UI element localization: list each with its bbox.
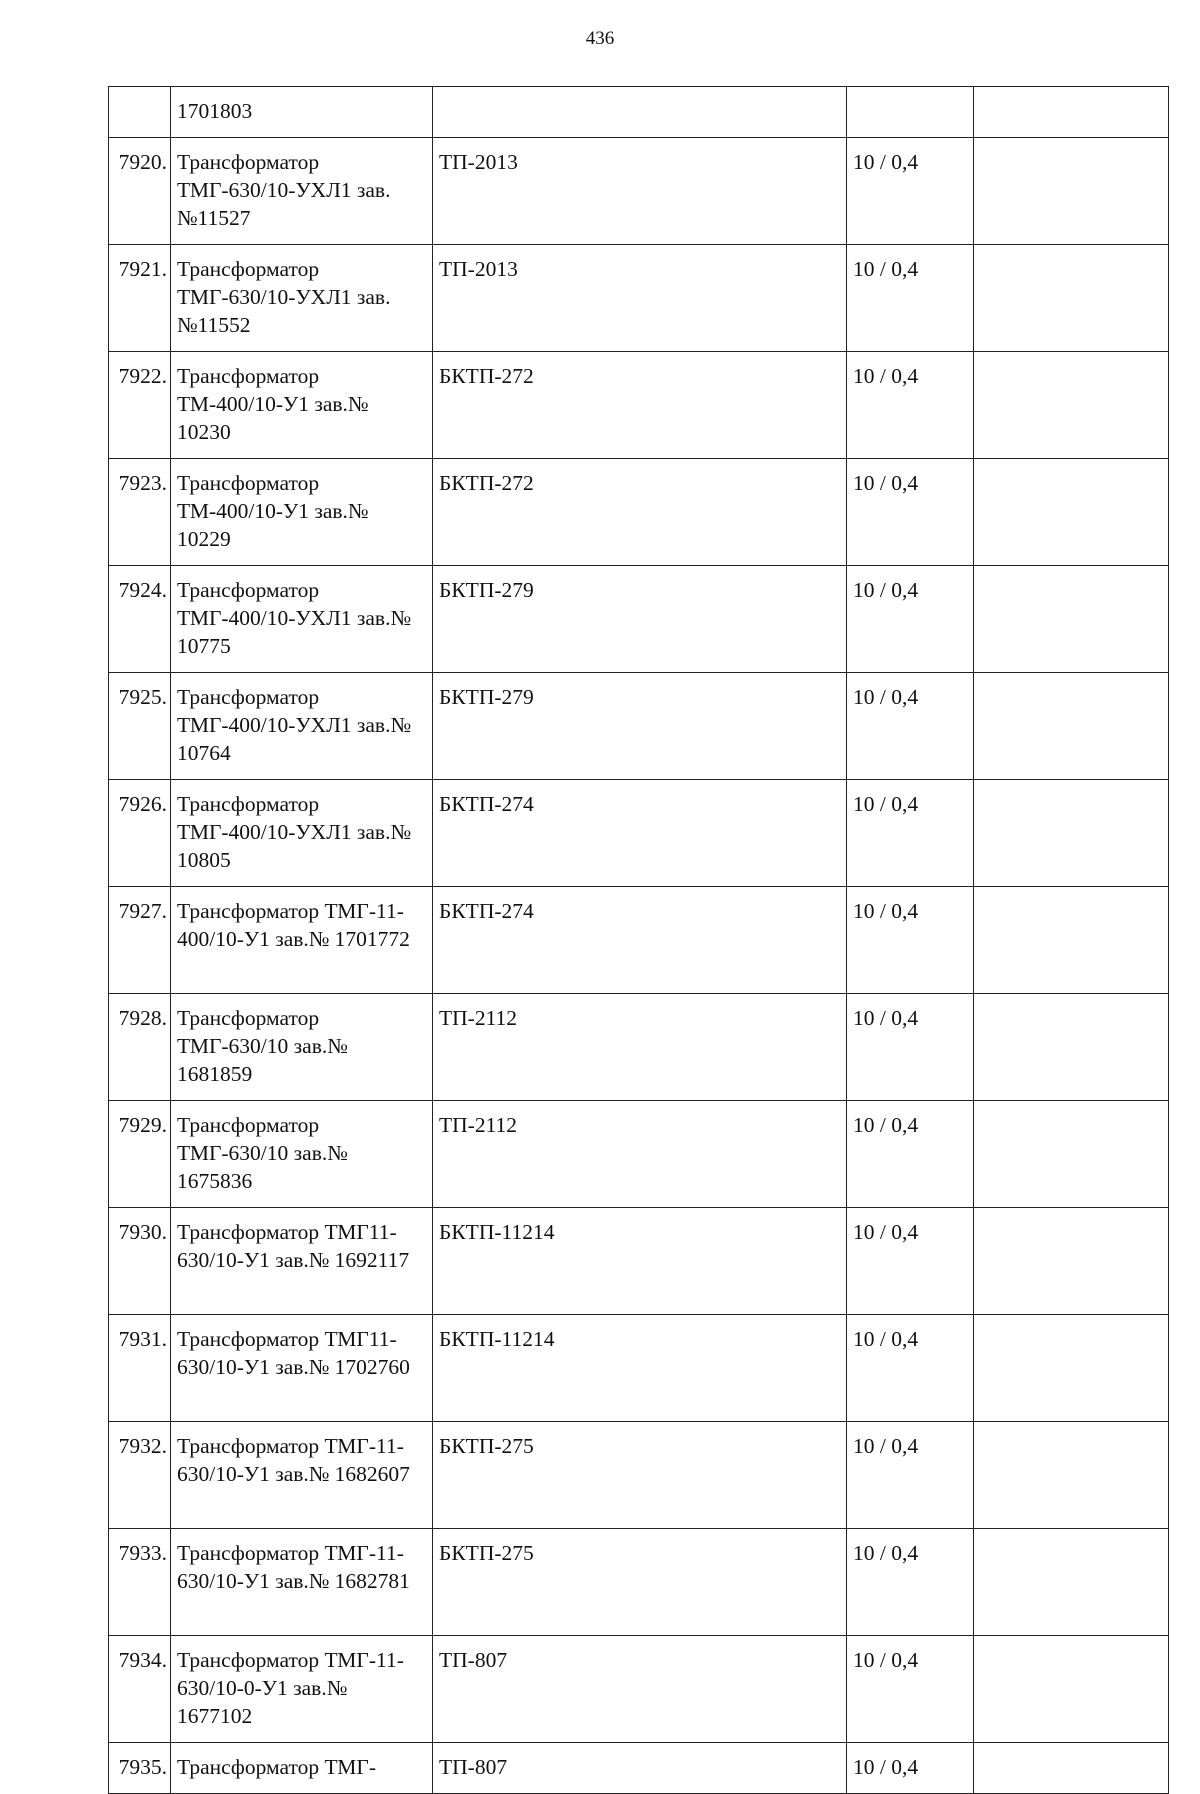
equipment-name-cell: Трансформатор ТМГ-11-630/10-У1 зав.№ 1682607 — [171, 1422, 433, 1529]
row-number-cell: 7930. — [109, 1208, 171, 1315]
equipment-name-cell: Трансформатор ТМГ-11-400/10-У1 зав.№ 1701772 — [171, 887, 433, 994]
table-row — [109, 138, 1169, 245]
equipment-name-cell: Трансформатор ТМ-400/10-У1 зав.№ 10229 — [171, 459, 433, 566]
location-cell: БКТП-275 — [433, 1529, 847, 1636]
row-number-cell: 7924. — [109, 566, 171, 673]
note-cell — [974, 1422, 1169, 1529]
location-cell: ТП-2112 — [433, 1101, 847, 1208]
note-cell — [974, 994, 1169, 1101]
voltage-cell: 10 / 0,4 — [847, 1422, 974, 1529]
location-cell: БКТП-279 — [433, 673, 847, 780]
note-cell — [974, 566, 1169, 673]
table-row — [109, 1101, 1169, 1208]
voltage-cell: 10 / 0,4 — [847, 673, 974, 780]
location-cell: ТП-2013 — [433, 245, 847, 352]
voltage-cell: 10 / 0,4 — [847, 780, 974, 887]
table-row — [109, 780, 1169, 887]
equipment-name-cell: Трансформатор ТМГ-11-630/10-0-У1 зав.№ 1677102 — [171, 1636, 433, 1743]
row-number-cell: 7928. — [109, 994, 171, 1101]
equipment-name-cell: Трансформатор ТМГ- — [171, 1743, 433, 1794]
note-cell — [974, 352, 1169, 459]
location-cell: БКТП-275 — [433, 1422, 847, 1529]
note-cell — [974, 87, 1169, 138]
row-number-cell: 7921. — [109, 245, 171, 352]
equipment-table — [108, 86, 1169, 1794]
location-cell: ТП-2013 — [433, 138, 847, 245]
note-cell — [974, 138, 1169, 245]
row-number-cell: 7923. — [109, 459, 171, 566]
location-cell: ТП-807 — [433, 1743, 847, 1794]
equipment-name-cell: Трансформатор ТМГ-630/10-УХЛ1 зав.№11527 — [171, 138, 433, 245]
location-cell: ТП-807 — [433, 1636, 847, 1743]
voltage-cell: 10 / 0,4 — [847, 138, 974, 245]
table-row — [109, 566, 1169, 673]
equipment-name-cell: Трансформатор ТМГ11-630/10-У1 зав.№ 1692117 — [171, 1208, 433, 1315]
table-row — [109, 673, 1169, 780]
equipment-name-cell: 1701803 — [171, 87, 433, 138]
note-cell — [974, 1529, 1169, 1636]
voltage-cell: 10 / 0,4 — [847, 1101, 974, 1208]
row-number-cell: 7920. — [109, 138, 171, 245]
note-cell — [974, 887, 1169, 994]
note-cell — [974, 780, 1169, 887]
table-body — [109, 87, 1169, 1794]
location-cell: ТП-2112 — [433, 994, 847, 1101]
location-cell: БКТП-11214 — [433, 1208, 847, 1315]
voltage-cell: 10 / 0,4 — [847, 566, 974, 673]
table-row — [109, 887, 1169, 994]
equipment-name-cell: Трансформатор ТМГ11-630/10-У1 зав.№ 1702760 — [171, 1315, 433, 1422]
row-number-cell: 7926. — [109, 780, 171, 887]
voltage-cell: 10 / 0,4 — [847, 994, 974, 1101]
table-row — [109, 245, 1169, 352]
table-row — [109, 1422, 1169, 1529]
location-cell: БКТП-272 — [433, 352, 847, 459]
row-number-cell: 7927. — [109, 887, 171, 994]
row-number-cell: 7929. — [109, 1101, 171, 1208]
note-cell — [974, 245, 1169, 352]
row-number-cell — [109, 87, 171, 138]
equipment-name-cell: Трансформатор ТМ-400/10-У1 зав.№ 10230 — [171, 352, 433, 459]
equipment-name-cell: Трансформатор ТМГ-400/10-УХЛ1 зав.№ 10775 — [171, 566, 433, 673]
voltage-cell: 10 / 0,4 — [847, 459, 974, 566]
note-cell — [974, 459, 1169, 566]
row-number-cell: 7932. — [109, 1422, 171, 1529]
voltage-cell: 10 / 0,4 — [847, 1636, 974, 1743]
note-cell — [974, 1636, 1169, 1743]
equipment-name-cell: Трансформатор ТМГ-400/10-УХЛ1 зав.№ 10764 — [171, 673, 433, 780]
row-number-cell: 7934. — [109, 1636, 171, 1743]
voltage-cell: 10 / 0,4 — [847, 1743, 974, 1794]
note-cell — [974, 673, 1169, 780]
voltage-cell: 10 / 0,4 — [847, 352, 974, 459]
table-row — [109, 1529, 1169, 1636]
equipment-name-cell: Трансформатор ТМГ-11-630/10-У1 зав.№ 1682781 — [171, 1529, 433, 1636]
table-row — [109, 352, 1169, 459]
voltage-cell — [847, 87, 974, 138]
row-number-cell: 7931. — [109, 1315, 171, 1422]
note-cell — [974, 1208, 1169, 1315]
equipment-name-cell: Трансформатор ТМГ-630/10 зав.№ 1675836 — [171, 1101, 433, 1208]
location-cell: БКТП-274 — [433, 780, 847, 887]
row-number-cell: 7925. — [109, 673, 171, 780]
location-cell: БКТП-272 — [433, 459, 847, 566]
row-number-cell: 7933. — [109, 1529, 171, 1636]
table-row — [109, 1315, 1169, 1422]
equipment-name-cell: Трансформатор ТМГ-630/10-УХЛ1 зав.№11552 — [171, 245, 433, 352]
note-cell — [974, 1743, 1169, 1794]
voltage-cell: 10 / 0,4 — [847, 1208, 974, 1315]
location-cell — [433, 87, 847, 138]
table-row — [109, 459, 1169, 566]
table-row — [109, 1636, 1169, 1743]
table-row — [109, 994, 1169, 1101]
voltage-cell: 10 / 0,4 — [847, 887, 974, 994]
location-cell: БКТП-274 — [433, 887, 847, 994]
voltage-cell: 10 / 0,4 — [847, 245, 974, 352]
table-row — [109, 87, 1169, 138]
table-row — [109, 1208, 1169, 1315]
row-number-cell: 7935. — [109, 1743, 171, 1794]
voltage-cell: 10 / 0,4 — [847, 1529, 974, 1636]
table-row — [109, 1743, 1169, 1794]
equipment-name-cell: Трансформатор ТМГ-630/10 зав.№ 1681859 — [171, 994, 433, 1101]
note-cell — [974, 1315, 1169, 1422]
note-cell — [974, 1101, 1169, 1208]
location-cell: БКТП-279 — [433, 566, 847, 673]
voltage-cell: 10 / 0,4 — [847, 1315, 974, 1422]
row-number-cell: 7922. — [109, 352, 171, 459]
location-cell: БКТП-11214 — [433, 1315, 847, 1422]
page-number: 436 — [585, 28, 615, 49]
equipment-name-cell: Трансформатор ТМГ-400/10-УХЛ1 зав.№ 10805 — [171, 780, 433, 887]
